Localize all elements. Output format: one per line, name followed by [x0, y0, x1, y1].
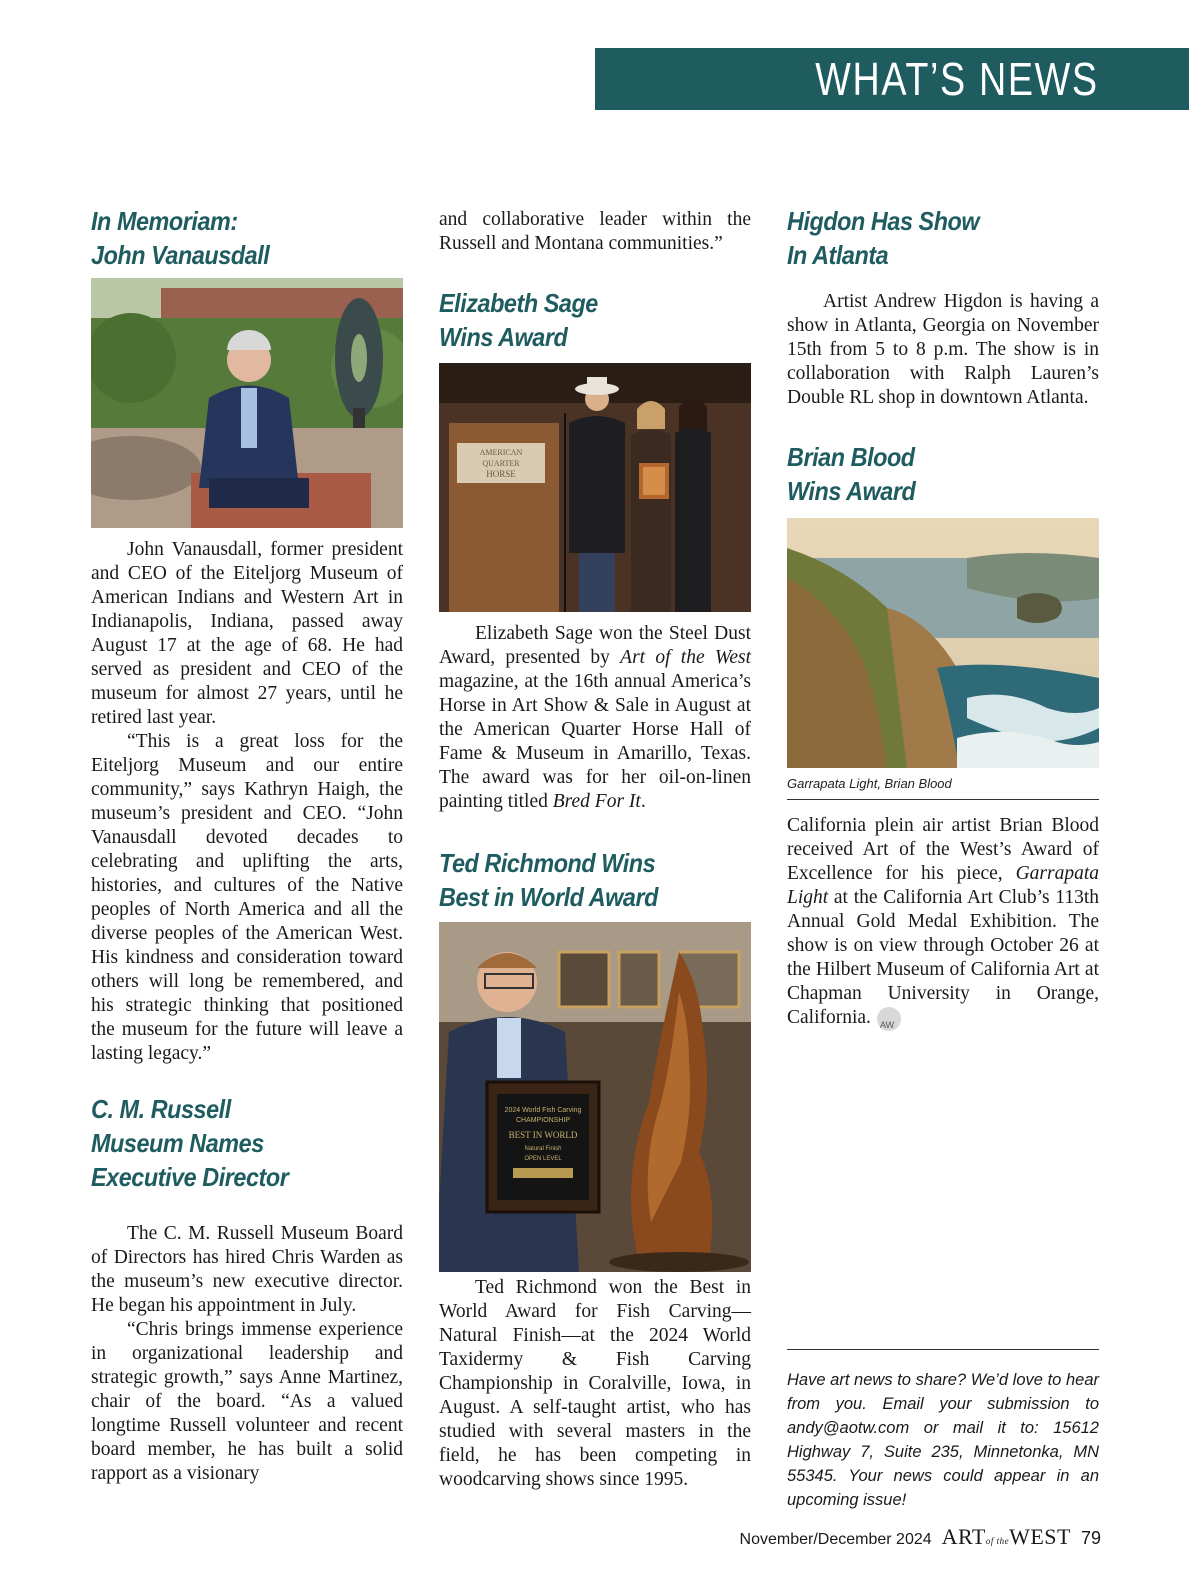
svg-text:QUARTER: QUARTER [482, 459, 520, 468]
svg-text:OPEN LEVEL: OPEN LEVEL [524, 1156, 562, 1162]
aw-end-mark-icon [877, 1007, 901, 1031]
magazine-logo: ARTof theWEST [941, 1524, 1071, 1549]
article-blood: California plein air artist Brian Blood received Art of the West’s Award of Excellence for his piece, Garrapata Light at the California Art Club’s 113th Annual Gold Medal Exhibition. The show is on view through October 26 at the Hilbert Museum of California Art at Chapman University in Orange, California.AW [787, 814, 1099, 1031]
painting-garrapata-light [787, 518, 1099, 768]
svg-text:CHAMPIONSHIP: CHAMPIONSHIP [515, 1117, 571, 1124]
section-banner [595, 48, 1189, 110]
article-russell: The C. M. Russell Museum Board of Directors has hired Chris Warden as the museum’s new executive director. He began his appointment in July. “Chris brings immense experience in organizational leadership and strategic growth,” says Anne Martinez, chair of the board. “As a valued longtime Russell volunteer and recent board member, he has built a solid rapport as a visionary [91, 1223, 403, 1484]
photo-ted-richmond [439, 922, 751, 1272]
page-footer [740, 1524, 1101, 1550]
column-right [787, 204, 1099, 1031]
headline-blood: Brian Blood Wins Award [787, 442, 916, 506]
svg-text:BEST IN WORLD: BEST IN WORLD [508, 1130, 578, 1140]
column-left [91, 204, 403, 1486]
svg-text:2024 World Fish Carving: 2024 World Fish Carving [504, 1107, 582, 1114]
article-sage: Elizabeth Sage won the Steel Dust Award, presented by Art of the West magazine, at the 16th annual America’s Horse in Art Show & Sale in August at the American Quarter Horse Hall of Fame & Museum in Amarillo, Texas. The award was for her oil-on-linen painting titled Bred For It. [439, 623, 751, 812]
photo-john-vanausdall [91, 278, 403, 528]
headline-sage: Elizabeth Sage Wins Award [439, 288, 598, 352]
article-higdon: Artist Andrew Higdon is having a show in Atlanta, Georgia on November 15th from 5 to 8 p.m. The show is in collaboration with Ralph Lauren’s Double RL shop in downtown Atlanta. [787, 291, 1099, 408]
photo-elizabeth-sage [439, 363, 751, 612]
article-russell-continued: and collaborative leader within the Russell and Montana communities.” [439, 209, 751, 254]
svg-text:AMERICAN: AMERICAN [479, 448, 523, 457]
page-number: 79 [1080, 1528, 1101, 1548]
svg-text:Natural Finish: Natural Finish [524, 1146, 562, 1152]
svg-text:HORSE: HORSE [486, 469, 516, 479]
headline-richmond: Ted Richmond Wins Best in World Award [439, 848, 658, 912]
column-middle [439, 208, 751, 1492]
painting-caption: Garrapata Light, Brian Blood [787, 776, 1099, 800]
article-vanausdall: John Vanausdall, former president and CEO of the Eiteljorg Museum of American Indians and Western Art in Indianapolis, Indiana, passed away August 17 at the age of 68. He had served as president and CEO of the museum for almost 27 years, until he retired last year. “This is a great loss for the Eiteljorg Museum and our entire community,” says Kathryn Haigh, the museum’s president and CEO. “John Vanausdall devoted decades to celebrating and uplifting the arts, histories, and cultures of the Native peoples of North America and all the diverse peoples of the American West. His kindness and consideration toward others will long be remembered, and his strategic thinking that positioned the museum for the future will leave a lasting legacy.” [91, 539, 403, 1064]
headline-russell: C. M. Russell Museum Names Executive Director [91, 1094, 289, 1192]
issue-date: November/December 2024 [739, 1531, 932, 1548]
headline-higdon: Higdon Has Show In Atlanta [787, 206, 980, 270]
section-title: WHAT’S NEWS [815, 53, 1099, 105]
headline-vanausdall: In Memoriam: John Vanausdall [91, 206, 270, 270]
article-richmond: Ted Richmond won the Best in World Award for Fish Carving—Natural Finish—at the 2024 World Taxidermy & Fish Carving Championship in Coralville, Iowa, in August. A self-taught artist, who has studied with several masters in the field, he has been competing in woodcarving shows since 1995. [439, 1277, 751, 1490]
submission-note: Have art news to share? We’d love to hear from you. Email your submission to andy@aotw.com or mail it to: 15612 Highway 7, Suite 235, Minnetonka, MN 55345. Your news could appear in an upcoming issue! [787, 1349, 1099, 1512]
